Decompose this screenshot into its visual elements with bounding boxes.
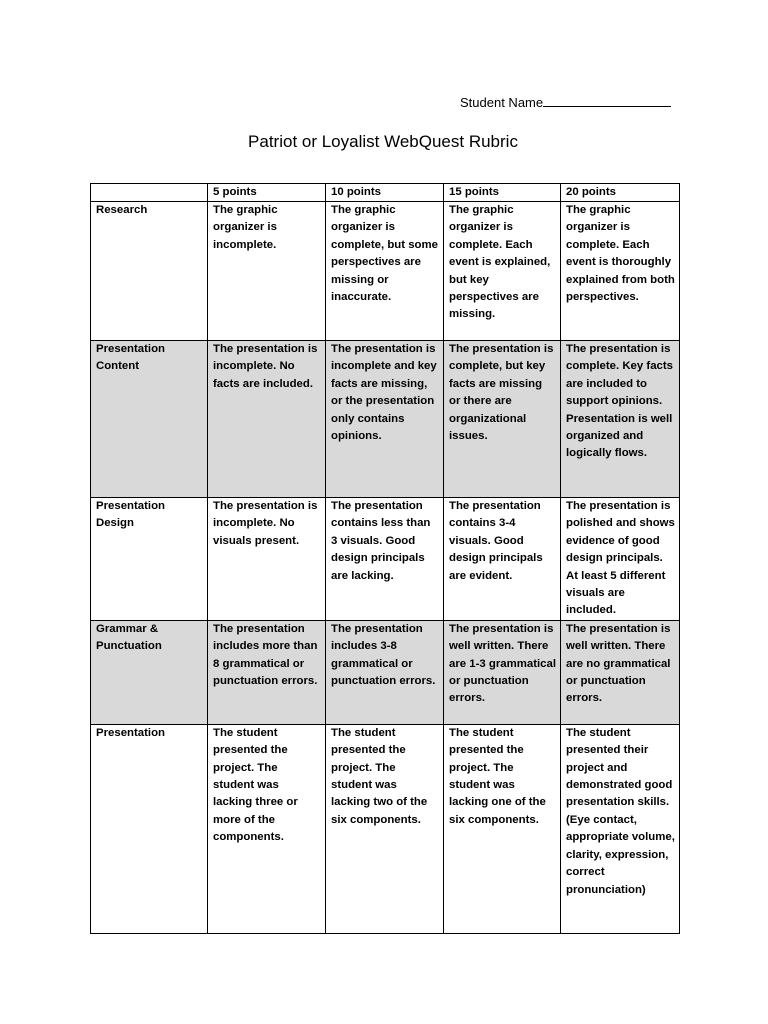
header-10-points: 10 points	[326, 184, 444, 202]
criterion-presentation-content: Presentation Content	[91, 341, 208, 498]
rubric-row-presentation	[91, 724, 680, 933]
grammar-punctuation-10-points: The presentation includes 3-8 grammatical or punctuation errors.	[326, 620, 444, 724]
presentation-10-points: The student presented the project. The student was lacking two of the six components.	[326, 724, 444, 933]
rubric-row-grammar-punctuation	[91, 620, 680, 724]
header-corner-cell	[91, 184, 208, 202]
rubric-row-presentation-content	[91, 341, 680, 498]
research-5-points: The graphic organizer is incomplete.	[208, 202, 326, 341]
presentation-content-20-points: The presentation is complete. Key facts are included to support opinions. Presentation is well organized and logically flows.	[561, 341, 680, 498]
grammar-punctuation-15-points: The presentation is well written. There are 1-3 grammatical or punctuation errors.	[444, 620, 561, 724]
rubric-table	[90, 183, 680, 934]
student-name-line	[460, 94, 671, 110]
presentation-content-10-points: The presentation is incomplete and key facts are missing, or the presentation only contains opinions.	[326, 341, 444, 498]
criterion-research: Research	[91, 202, 208, 341]
grammar-punctuation-5-points: The presentation includes more than 8 grammatical or punctuation errors.	[208, 620, 326, 724]
presentation-design-10-points: The presentation contains less than 3 visuals. Good design principals are lacking.	[326, 498, 444, 621]
presentation-15-points: The student presented the project. The student was lacking one of the six components.	[444, 724, 561, 933]
rubric-row-research	[91, 202, 680, 341]
research-10-points: The graphic organizer is complete, but some perspectives are missing or inaccurate.	[326, 202, 444, 341]
presentation-design-15-points: The presentation contains 3-4 visuals. Good design principals are evident.	[444, 498, 561, 621]
criterion-presentation-design: Presentation Design	[91, 498, 208, 621]
header-20-points: 20 points	[561, 184, 680, 202]
header-15-points: 15 points	[444, 184, 561, 202]
page-title-text: Patriot or Loyalist WebQuest Rubric	[248, 132, 518, 151]
research-15-points: The graphic organizer is complete. Each event is explained, but key perspectives are missing.	[444, 202, 561, 341]
rubric-header-row	[91, 184, 680, 202]
header-5-points: 5 points	[208, 184, 326, 202]
grammar-punctuation-20-points: The presentation is well written. There are no grammatical or punctuation errors.	[561, 620, 680, 724]
student-name-label: Student Name	[460, 95, 544, 110]
presentation-5-points: The student presented the project. The student was lacking three or more of the components.	[208, 724, 326, 933]
criterion-presentation: Presentation	[91, 724, 208, 933]
presentation-design-5-points: The presentation is incomplete. No visuals present.	[208, 498, 326, 621]
presentation-design-20-points: The presentation is polished and shows evidence of good design principals. At least 5 different visuals are included.	[561, 498, 680, 621]
student-name-blank	[543, 94, 671, 107]
presentation-content-5-points: The presentation is incomplete. No facts are included.	[208, 341, 326, 498]
rubric-row-presentation-design	[91, 498, 680, 621]
page-title	[0, 132, 768, 152]
presentation-content-15-points: The presentation is complete, but key facts are missing or there are organizational issues.	[444, 341, 561, 498]
criterion-grammar-punctuation: Grammar & Punctuation	[91, 620, 208, 724]
research-20-points: The graphic organizer is complete. Each event is thoroughly explained from both perspectives.	[561, 202, 680, 341]
presentation-20-points: The student presented their project and demonstrated good presentation skills. (Eye contact, appropriate volume, clarity, expression, correct pronunciation)	[561, 724, 680, 933]
